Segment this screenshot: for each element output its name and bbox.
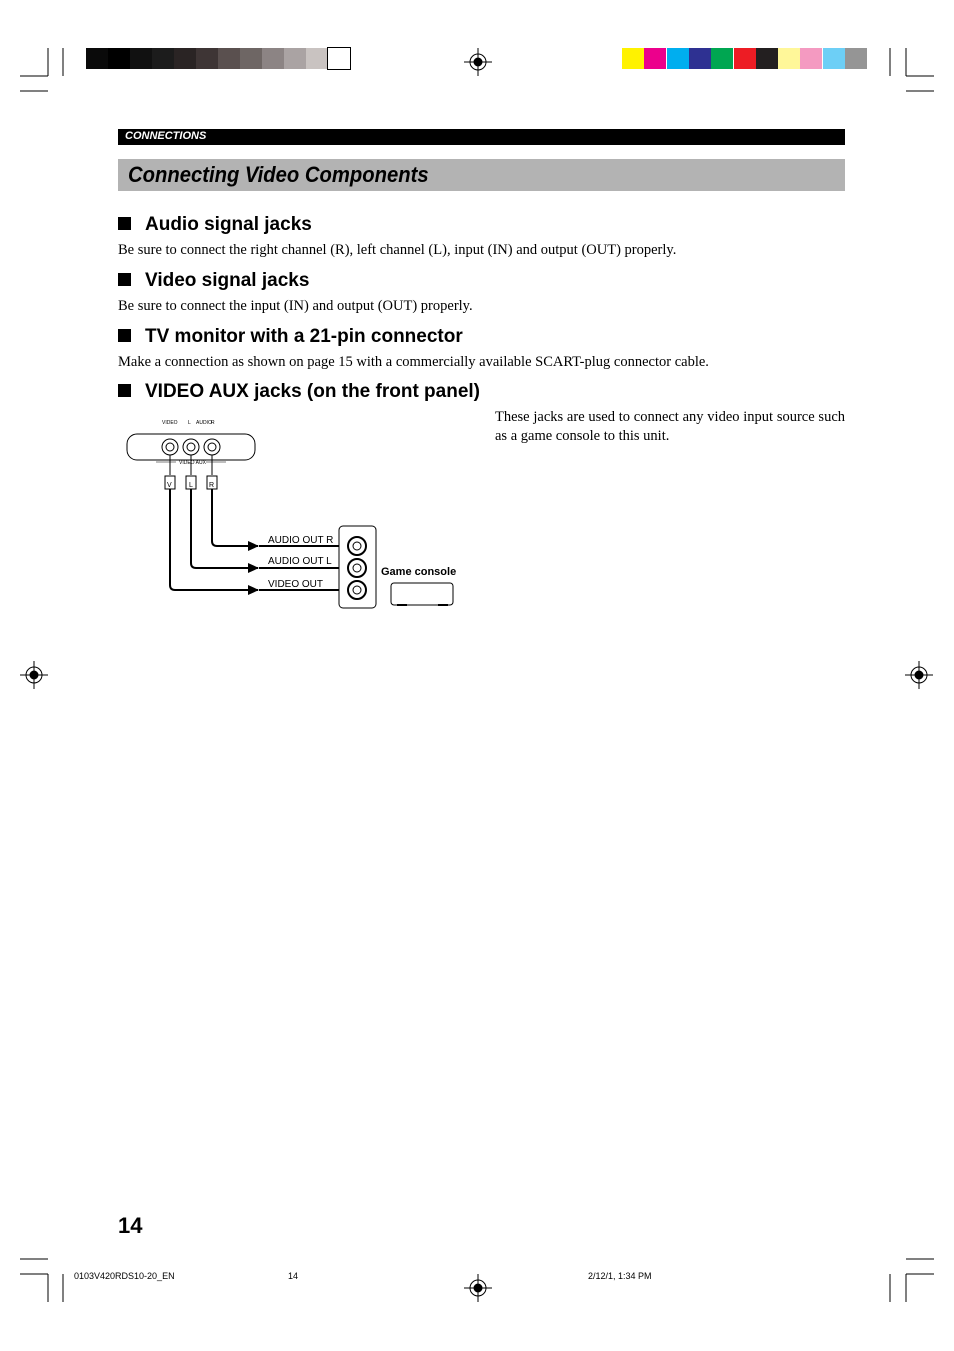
square-bullet-icon bbox=[118, 384, 131, 397]
gray-swatch bbox=[130, 48, 152, 69]
footer-page: 14 bbox=[288, 1271, 299, 1281]
plug-label-r: R bbox=[209, 482, 215, 489]
page-number: 14 bbox=[118, 1213, 143, 1238]
gray-swatch bbox=[240, 48, 262, 69]
gray-swatch bbox=[196, 48, 218, 69]
gray-swatch bbox=[328, 48, 350, 69]
section-label: CONNECTIONS bbox=[125, 130, 207, 142]
footer-date: 2/12/1, 1:34 PM bbox=[588, 1271, 652, 1281]
cable-video bbox=[170, 489, 258, 590]
section-header-bar bbox=[118, 129, 845, 145]
color-swatch bbox=[823, 48, 845, 69]
color-swatch bbox=[778, 48, 800, 69]
heading-video-signal-jacks: Video signal jacks bbox=[118, 270, 309, 292]
panel-label-l: L bbox=[188, 420, 191, 426]
label-video-out: VIDEO OUT bbox=[268, 579, 324, 590]
heading-tv-monitor: TV monitor with a 21-pin connector bbox=[118, 326, 463, 348]
panel-label-video: VIDEO bbox=[162, 420, 178, 426]
video-aux-connection-diagram bbox=[118, 410, 478, 615]
square-bullet-icon bbox=[118, 329, 131, 342]
label-audio-out-l: AUDIO OUT L bbox=[268, 556, 332, 567]
game-console-icon bbox=[391, 583, 453, 605]
color-swatch bbox=[845, 48, 867, 69]
color-swatch bbox=[667, 48, 689, 69]
color-swatch bbox=[711, 48, 733, 69]
color-swatch bbox=[622, 48, 644, 69]
paragraph-audio-signal-jacks: Be sure to connect the right channel (R), left channel (L), input (IN) and output (OUT) properly. bbox=[118, 242, 677, 258]
color-swatch bbox=[644, 48, 666, 69]
gray-swatch bbox=[152, 48, 174, 69]
label-game-console: Game console bbox=[381, 566, 457, 578]
plug-label-v: V bbox=[167, 482, 172, 489]
color-swatch bbox=[756, 48, 778, 69]
gray-swatch bbox=[174, 48, 196, 69]
paragraph-video-signal-jacks: Be sure to connect the input (IN) and output (OUT) properly. bbox=[118, 298, 473, 314]
page-title-bar bbox=[118, 159, 845, 191]
panel-label-audio: AUDIO bbox=[196, 420, 212, 426]
page-title: Connecting Video Components bbox=[128, 162, 429, 187]
heading-video-aux-jacks: VIDEO AUX jacks (on the front panel) bbox=[118, 381, 480, 403]
gray-swatch bbox=[108, 48, 130, 69]
plug-label-l: L bbox=[189, 482, 193, 489]
cable-audio-r bbox=[212, 489, 258, 546]
paragraph-video-aux-jacks: These jacks are used to connect any video input source such as a game console to this unit. bbox=[495, 409, 845, 444]
paragraph-tv-monitor: Make a connection as shown on page 15 with a commercially available SCART-plug connector cable. bbox=[118, 354, 709, 370]
color-swatch bbox=[734, 48, 756, 69]
gray-swatch bbox=[284, 48, 306, 69]
square-bullet-icon bbox=[118, 217, 131, 230]
color-swatch bbox=[689, 48, 711, 69]
gray-swatch bbox=[262, 48, 284, 69]
heading-audio-signal-jacks: Audio signal jacks bbox=[118, 214, 312, 236]
gray-swatch bbox=[86, 48, 108, 69]
label-audio-out-r: AUDIO OUT R bbox=[268, 535, 334, 546]
cable-audio-l bbox=[191, 489, 258, 568]
footer-file: 0103V420RDS10-20_EN bbox=[74, 1271, 175, 1281]
square-bullet-icon bbox=[118, 273, 131, 286]
panel-label-r: R bbox=[211, 420, 215, 426]
gray-swatch bbox=[218, 48, 240, 69]
panel-label-video-aux: VIDEO AUX bbox=[179, 460, 206, 466]
gray-swatch bbox=[306, 48, 328, 69]
color-swatch bbox=[800, 48, 822, 69]
